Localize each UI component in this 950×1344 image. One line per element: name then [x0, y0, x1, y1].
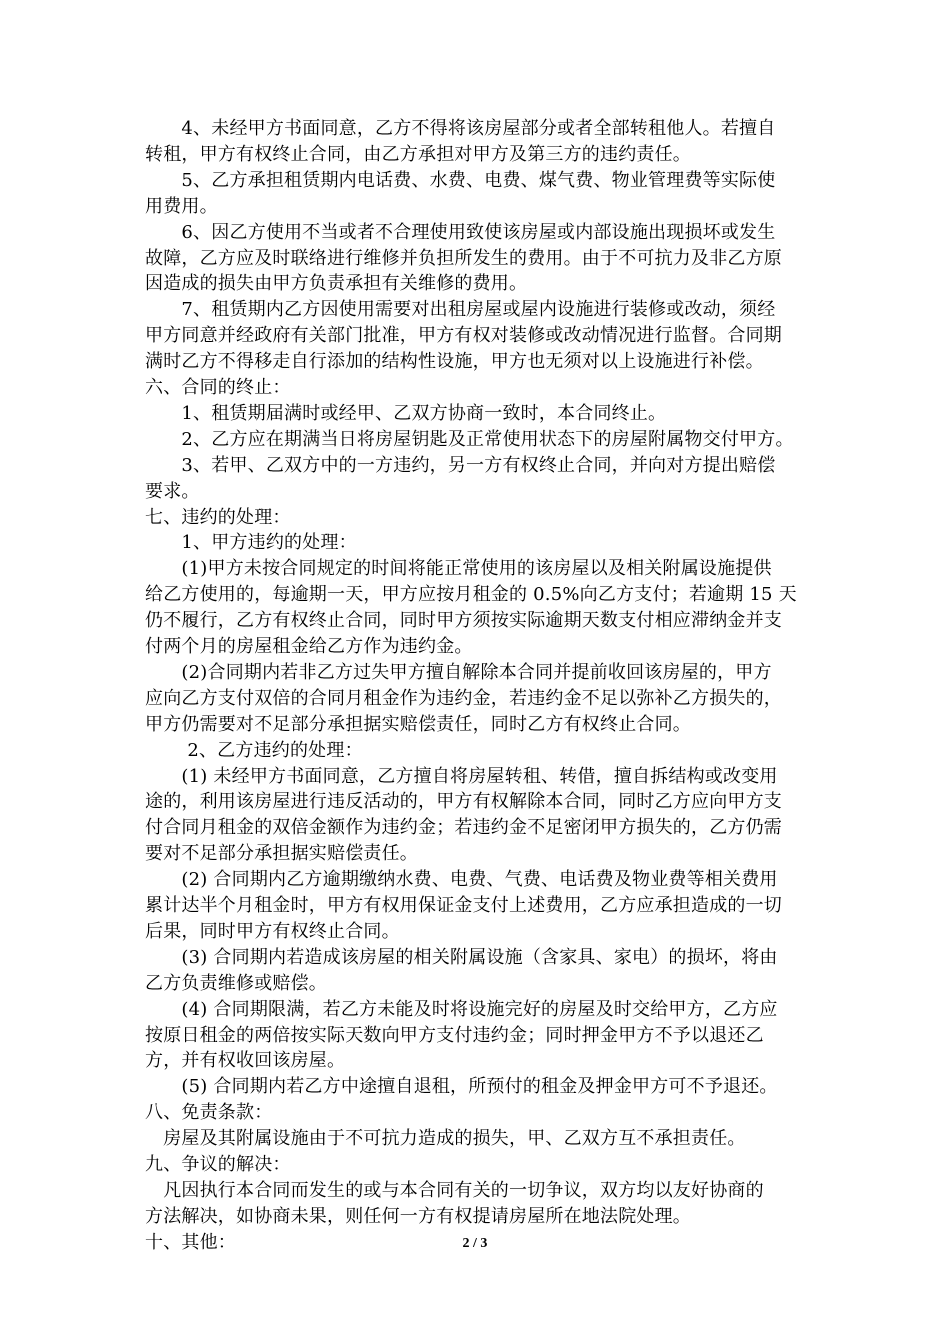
text-line: (4) 合同期限满，若乙方未能及时将设施完好的房屋及时交给甲方，乙方应	[145, 998, 778, 1020]
text-line: 给乙方使用的，每逾期一天，甲方应按月租金的 0.5%向乙方支付；若逾期 15 天	[145, 584, 797, 606]
page-number: 2 / 3	[462, 1236, 488, 1251]
text-line: 因造成的损失由甲方负责承担有关维修的费用。	[145, 273, 528, 295]
text-line: 1、租赁期届满时或经甲、乙双方协商一致时，本合同终止。	[145, 402, 667, 424]
text-line: 乙方负责维修或赔偿。	[145, 972, 327, 994]
text-line: 3、若甲、乙双方中的一方违约，另一方有权终止合同，并向对方提出赔偿	[145, 454, 776, 476]
text-line: 途的，利用该房屋进行违反活动的，甲方有权解除本合同，同时乙方应向甲方支	[145, 791, 782, 813]
text-line: (1) 未经甲方书面同意，乙方擅自将房屋转租、转借，擅自拆结构或改变用	[145, 765, 778, 787]
text-line: 十、其他：	[145, 1231, 236, 1253]
text-line: (2)合同期内若非乙方过失甲方擅自解除本合同并提前收回该房屋的，甲方	[145, 661, 772, 683]
text-line: 要求。	[145, 480, 200, 502]
text-line: 九、争议的解决：	[145, 1154, 291, 1175]
text-line: 甲方仍需要对不足部分承担据实赔偿责任，同时乙方有权终止合同。	[145, 713, 691, 735]
text-line: 1、甲方违约的处理：	[145, 532, 357, 554]
text-line: 付两个月的房屋租金给乙方作为违约金。	[145, 636, 473, 657]
text-line: 2、乙方违约的处理：	[145, 739, 363, 761]
text-line: 按原日租金的两倍按实际天数向甲方支付违约金；同时押金甲方不予以退还乙	[145, 1024, 764, 1046]
text-line: 要对不足部分承担据实赔偿责任。	[145, 843, 418, 865]
text-line: 付合同月租金的双倍金额作为违约金；若违约金不足密闭甲方损失的，乙方仍需	[145, 817, 782, 839]
text-line: 满时乙方不得移走自行添加的结构性设施，甲方也无须对以上设施进行补偿。	[145, 351, 764, 373]
text-line: 方法解决，如协商未果，则任何一方有权提请房屋所在地法院处理。	[145, 1205, 691, 1227]
text-line: 5、乙方承担租赁期内电话费、水费、电费、煤气费、物业管理费等实际使	[145, 169, 776, 191]
text-line: 4、未经甲方书面同意，乙方不得将该房屋部分或者全部转租他人。若擅自	[145, 118, 776, 139]
text-line: (3) 合同期内若造成该房屋的相关附属设施（含家具、家电）的损坏，将由	[145, 946, 778, 968]
text-line: 2、乙方应在期满当日将房屋钥匙及正常使用状态下的房屋附属物交付甲方。	[145, 428, 794, 450]
text-line: 转租，甲方有权终止合同，由乙方承担对甲方及第三方的违约责任。	[145, 143, 691, 165]
text-line: 7、租赁期内乙方因使用需要对出租房屋或屋内设施进行装修或改动，须经	[145, 299, 776, 321]
text-line: 仍不履行，乙方有权终止合同，同时甲方须按实际逾期天数支付相应滞纳金并支	[145, 610, 782, 632]
text-line: 七、违约的处理：	[145, 506, 291, 528]
text-line: (2) 合同期内乙方逾期缴纳水费、电费、气费、电话费及物业费等相关费用	[145, 869, 778, 891]
text-line: 累计达半个月租金时，甲方有权用保证金支付上述费用，乙方应承担造成的一切	[145, 895, 782, 916]
text-line: 八、免责条款：	[145, 1102, 273, 1124]
text-line: 6、因乙方使用不当或者不合理使用致使该房屋或内部设施出现损坏或发生	[145, 221, 776, 243]
text-line: 房屋及其附属设施由于不可抗力造成的损失，甲、乙双方互不承担责任。	[145, 1128, 746, 1150]
text-line: 后果，同时甲方有权终止合同。	[145, 920, 400, 942]
text-line: 甲方同意并经政府有关部门批准，甲方有权对装修或改动情况进行监督。合同期	[145, 325, 782, 347]
text-line: 凡因执行本合同而发生的或与本合同有关的一切争议，双方均以友好协商的	[145, 1179, 764, 1201]
text-line: 六、合同的终止：	[145, 377, 291, 398]
text-line: 方，并有权收回该房屋。	[145, 1050, 346, 1072]
text-line: (5) 合同期内若乙方中途擅自退租，所预付的租金及押金甲方可不予退还。	[145, 1076, 778, 1098]
text-line: 故障，乙方应及时联络进行维修并负担所发生的费用。由于不可抗力及非乙方原	[145, 247, 782, 269]
text-line: (1)甲方未按合同规定的时间将能正常使用的该房屋以及相关附属设施提供	[145, 558, 772, 580]
text-line: 应向乙方支付双倍的合同月租金作为违约金，若违约金不足以弥补乙方损失的，	[145, 687, 782, 709]
text-line: 用费用。	[145, 195, 218, 217]
